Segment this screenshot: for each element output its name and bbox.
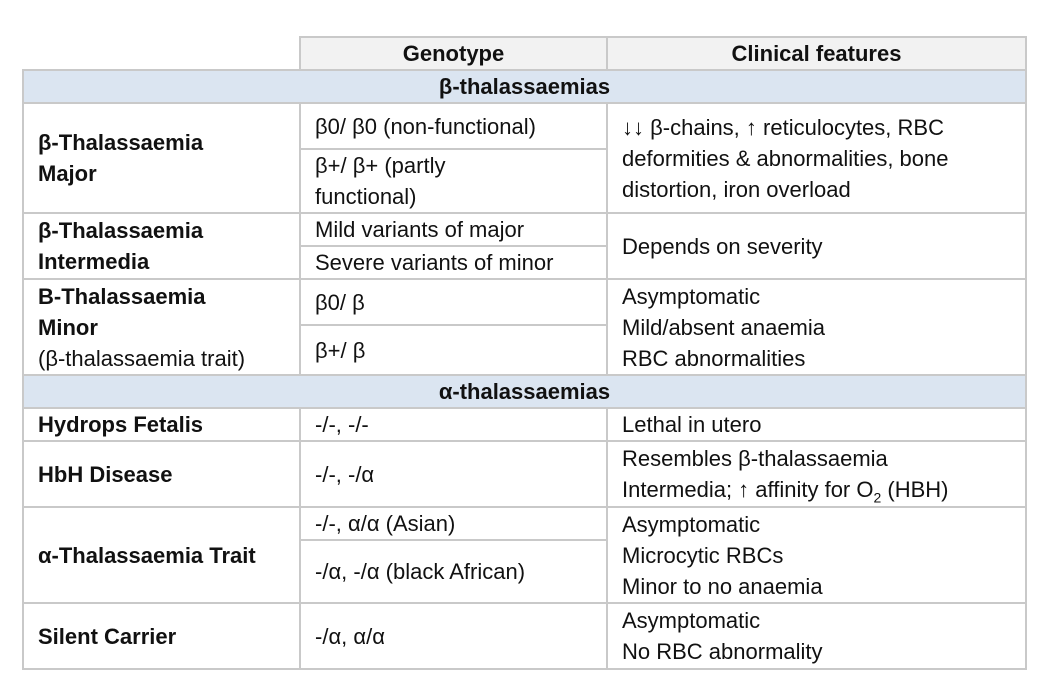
clinical-cell: Depends on severity <box>607 213 1026 279</box>
section-row-beta <box>23 70 1026 103</box>
condition-alpha-trait: α-Thalassaemia Trait <box>23 507 300 603</box>
table-row <box>23 279 1026 325</box>
clinical-line: Mild/absent anaemia <box>622 314 826 340</box>
genotype-cell: Mild variants of major <box>300 213 607 246</box>
condition-name-line: Major <box>38 161 97 186</box>
genotype-line: functional) <box>315 184 417 209</box>
clinical-line: No RBC abnormality <box>622 639 823 664</box>
table-row <box>23 213 1026 246</box>
clinical-cell <box>607 507 1026 603</box>
genotype-cell: β0/ β0 (non-functional) <box>300 103 607 149</box>
header-row <box>23 37 1026 70</box>
condition-beta-intermedia <box>23 213 300 279</box>
clinical-line: deformities & abnormalities, bone <box>622 145 949 171</box>
clinical-line: Asymptomatic <box>622 511 761 537</box>
condition-silent-carrier: Silent Carrier <box>23 603 300 669</box>
clinical-line: RBC abnormalities <box>622 345 806 371</box>
table-row <box>23 408 1026 441</box>
clinical-line: Minor to no anaemia <box>622 573 823 599</box>
clinical-cell <box>607 103 1026 213</box>
condition-name-line: Intermedia <box>38 249 150 274</box>
genotype-line: β+/ β+ (partly <box>315 153 446 178</box>
clinical-line <box>622 474 1011 505</box>
section-row-alpha <box>23 375 1026 408</box>
condition-name-line: Β-Thalassaemia <box>38 283 206 309</box>
header-clinical-features: Clinical features <box>607 37 1026 70</box>
condition-hbh-disease: HbH Disease <box>23 441 300 507</box>
clinical-line: Resembles β-thalassaemia <box>622 446 888 471</box>
condition-name-line: β-Thalassaemia <box>38 130 204 155</box>
table-row <box>23 507 1026 540</box>
genotype-cell <box>300 149 607 213</box>
clinical-cell <box>607 441 1026 507</box>
thalassaemia-table <box>22 36 1027 670</box>
clinical-line: Asymptomatic <box>622 608 761 633</box>
subscript: 2 <box>873 489 882 506</box>
genotype-cell: -/-, α/α (Asian) <box>300 507 607 540</box>
clinical-line: Microcytic RBCs <box>622 542 784 568</box>
condition-note: (β-thalassaemia trait) <box>38 345 246 371</box>
genotype-cell: β0/ β <box>300 279 607 325</box>
section-title-alpha: α-thalassaemias <box>23 375 1026 408</box>
genotype-cell: Severe variants of minor <box>300 246 607 279</box>
section-title-beta: β-thalassaemias <box>23 70 1026 103</box>
clinical-cell: Lethal in utero <box>607 408 1026 441</box>
genotype-cell: -/-, -/- <box>300 408 607 441</box>
clinical-text: (HBH) <box>881 477 949 502</box>
clinical-cell <box>607 603 1026 669</box>
table-row <box>23 103 1026 149</box>
condition-hydrops-fetalis: Hydrops Fetalis <box>23 408 300 441</box>
genotype-cell: -/α, -/α (black African) <box>300 540 607 603</box>
table-row <box>23 441 1026 507</box>
clinical-line: distortion, iron overload <box>622 176 851 202</box>
condition-beta-minor <box>23 279 300 375</box>
genotype-cell: -/-, -/α <box>300 441 607 507</box>
condition-name-line: β-Thalassaemia <box>38 218 204 243</box>
header-genotype: Genotype <box>300 37 607 70</box>
table-row <box>23 603 1026 669</box>
clinical-line: Asymptomatic <box>622 283 761 309</box>
condition-beta-major <box>23 103 300 213</box>
genotype-cell: -/α, α/α <box>300 603 607 669</box>
clinical-cell <box>607 279 1026 375</box>
clinical-line: ↓↓ β-chains, ↑ reticulocytes, RBC <box>622 114 944 140</box>
clinical-text: Intermedia; ↑ affinity for O <box>622 477 874 502</box>
genotype-cell: β+/ β <box>300 325 607 375</box>
condition-name-line: Minor <box>38 314 98 340</box>
header-blank-cell <box>23 37 300 70</box>
